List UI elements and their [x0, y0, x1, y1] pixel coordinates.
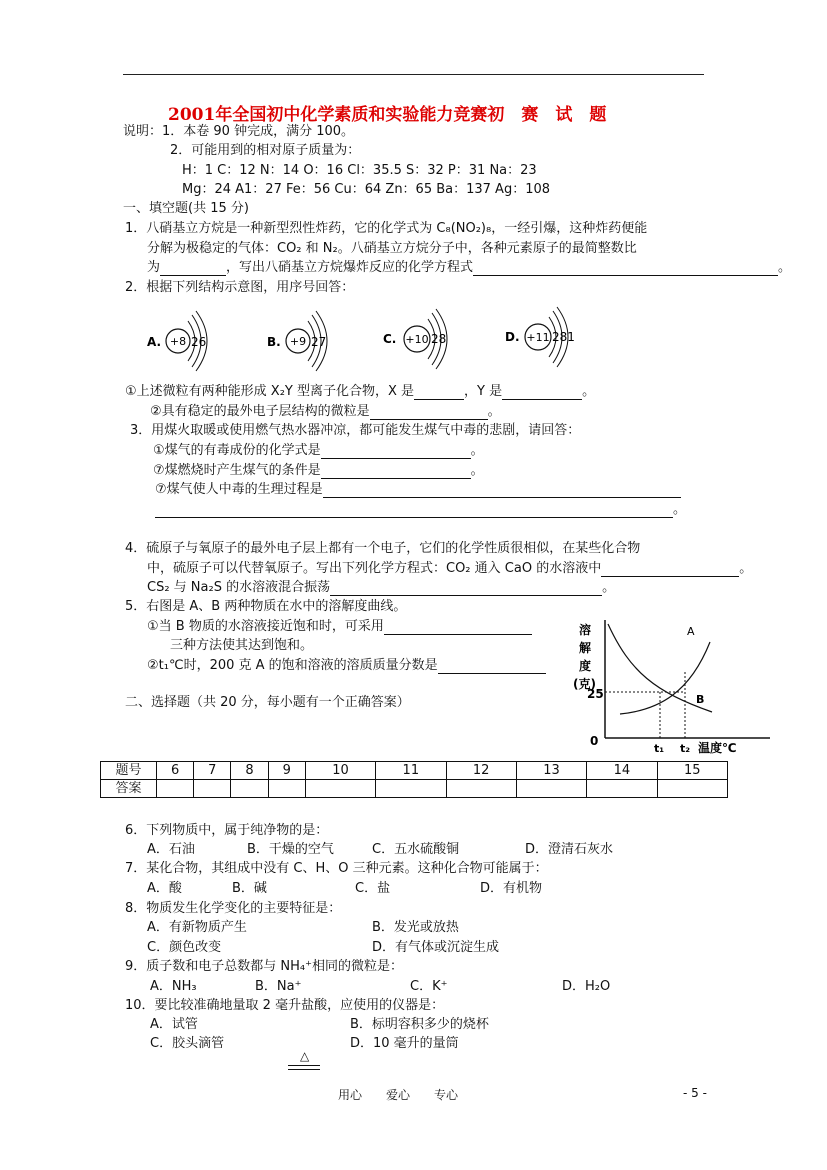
- q10-option-b: B．标明容积多少的烧杯: [350, 1017, 489, 1032]
- series-b-label: B: [696, 693, 705, 706]
- y-axis-label-4: (克): [573, 677, 596, 691]
- qnum-13: 13: [516, 762, 586, 780]
- q3-p2-end: 。: [470, 463, 484, 478]
- origin-label: 0: [590, 734, 599, 748]
- answer-cell[interactable]: [194, 780, 231, 798]
- q1-end: 。: [778, 260, 792, 275]
- answer-cell[interactable]: [268, 780, 305, 798]
- q6-option-d: D．澄清石灰水: [525, 842, 614, 857]
- q2-p1-end: 。: [582, 384, 596, 399]
- q8-option-a: A．有新物质产生: [147, 920, 247, 935]
- atom-b-shells: 27: [311, 335, 327, 349]
- q3-part-2: [153, 463, 484, 479]
- qnum-8: 8: [231, 762, 268, 780]
- q2-p2-text: ②具有稳定的最外电子层结构的微粒是: [150, 404, 370, 419]
- q10-option-d: D．10 毫升的量筒: [350, 1036, 459, 1051]
- q3-p1-end: 。: [470, 443, 484, 458]
- q3-process-blank[interactable]: [323, 483, 681, 498]
- q10-option-a: A．试管: [150, 1017, 198, 1032]
- q2-stable-blank[interactable]: [370, 405, 488, 420]
- atom-d: [505, 307, 575, 367]
- q5-part-1: [147, 619, 532, 635]
- q4-line-2-text: 中，硫原子可以代替氧原子。写出下列化学方程式：CO₂ 通入 CaO 的水溶液中: [147, 561, 602, 576]
- q4-line-3-text: CS₂ 与 Na₂S 的水溶液混合振荡: [147, 580, 331, 595]
- qnum-12: 12: [446, 762, 516, 780]
- q1-equation-blank[interactable]: [473, 261, 778, 276]
- q2-p2-end: 。: [487, 404, 501, 419]
- y-axis-label-3: 度: [579, 659, 592, 673]
- q10-option-c: C．胶头滴管: [150, 1036, 225, 1051]
- answer-cell[interactable]: [446, 780, 516, 798]
- atom-b-nucleus: +9: [289, 335, 307, 348]
- atom-a-shells: 26: [191, 335, 207, 349]
- q8-option-d: D．有气体或沉淀生成: [372, 940, 500, 955]
- answer-cell[interactable]: [516, 780, 586, 798]
- section-2-heading: 二、选择题（共 20 分，每小题有一个正确答案）: [125, 695, 410, 710]
- q6-option-b: B．干燥的空气: [247, 842, 334, 857]
- atom-c: [383, 309, 447, 369]
- q3-p2-text: ⑦煤燃烧时产生煤气的条件是: [153, 463, 321, 478]
- q1-text-b: ，写出八硝基立方烷爆炸反应的化学方程式: [226, 260, 474, 275]
- q3-part-3: [155, 482, 681, 498]
- row-head-number: 题号: [101, 762, 157, 780]
- q3-part-3-cont: [155, 502, 686, 518]
- q5-part-2: [147, 658, 546, 674]
- q3-p3-text: ⑦煤气使人中毒的生理过程是: [155, 482, 323, 497]
- q5-stem: 5．右图是 A、B 两种物质在水中的溶解度曲线。: [125, 599, 407, 614]
- instruction-line-2: 2．可能用到的相对原子质量为：: [170, 143, 361, 158]
- q7-stem: 7．某化合物，其组成中没有 C、H、O 三种元素。这种化合物可能属于：: [125, 861, 548, 876]
- answer-cell[interactable]: [376, 780, 446, 798]
- q2-p1-text: ①上述微粒有两种能形成 X₂Y 型离子化合物，X 是: [125, 384, 415, 399]
- x-tick-t1: t₁: [654, 742, 665, 755]
- q4-line-3-end: 。: [602, 580, 616, 595]
- instruction-line-1: 说明：1．本卷 90 钟完成，满分 100。: [123, 124, 355, 139]
- atom-c-label: C.: [383, 332, 397, 346]
- answer-table: [100, 761, 728, 798]
- q1-line-3: [147, 260, 791, 276]
- q2-stem: 2．根据下列结构示意图，用序号回答：: [125, 280, 355, 295]
- q8-option-c: C．颜色改变: [147, 940, 222, 955]
- atom-a: [147, 311, 207, 371]
- q1-ratio-blank[interactable]: [160, 261, 226, 276]
- q9-option-a: A．NH₃: [150, 979, 197, 994]
- atom-b: [267, 311, 327, 371]
- q9-option-b: B．Na⁺: [255, 979, 302, 994]
- answer-cell[interactable]: [587, 780, 657, 798]
- y-axis-label-1: 溶: [579, 623, 592, 637]
- qnum-11: 11: [376, 762, 446, 780]
- q6-option-c: C．五水硫酸铜: [372, 842, 460, 857]
- qnum-6: 6: [157, 762, 194, 780]
- atom-a-nucleus: +8: [169, 335, 187, 348]
- answer-cell[interactable]: [657, 780, 727, 798]
- answer-cell[interactable]: [157, 780, 194, 798]
- q2-part-2: [150, 404, 501, 420]
- page-number: - 5 -: [683, 1086, 707, 1100]
- atom-c-shells: 28: [431, 332, 447, 346]
- q1-text-a: 为: [147, 260, 161, 275]
- q6-option-a: A．石油: [147, 842, 195, 857]
- x-axis-label: 温度℃: [698, 741, 737, 755]
- q9-option-c: C．K⁺: [410, 979, 448, 994]
- footer-mark-line-1: [288, 1065, 320, 1066]
- qnum-7: 7: [194, 762, 231, 780]
- q1-line-2: 分解为极稳定的气体：CO₂ 和 N₂。八硝基立方烷分子中，各种元素原子的最简整数比: [147, 241, 637, 256]
- atomic-masses-2: Mg：24 A1：27 Fe：56 Cu：64 Zn：65 Ba：137 Ag：108: [182, 182, 551, 197]
- qnum-10: 10: [305, 762, 375, 780]
- series-a-label: A: [687, 625, 695, 638]
- atom-d-label: D.: [505, 330, 520, 344]
- q2-x-blank[interactable]: [414, 385, 464, 400]
- q8-option-b: B．发光或放热: [372, 920, 459, 935]
- q6-stem: 6．下列物质中，属于纯净物的是：: [125, 823, 329, 838]
- q3-process-blank-2[interactable]: [155, 503, 673, 518]
- q3-p1-text: ①煤气的有毒成份的化学式是: [153, 443, 321, 458]
- q7-option-a: A．酸: [147, 881, 182, 896]
- page-title: 2001年全国初中化学素质和实验能力竞赛初 赛 试 题: [168, 105, 607, 125]
- q7-option-d: D．有机物: [480, 881, 543, 896]
- q9-option-d: D．H₂O: [562, 979, 611, 994]
- q5-p2-text: ②t₁℃时，200 克 A 的饱和溶液的溶质质量分数是: [147, 658, 438, 673]
- q7-option-c: C．盐: [355, 881, 391, 896]
- atom-d-nucleus: +11: [526, 331, 550, 344]
- y-tick-label: 25: [587, 687, 604, 701]
- q3-p3-end: 。: [673, 502, 687, 517]
- triangle-mark: △: [300, 1049, 310, 1063]
- q9-stem: 9．质子数和电子总数都与 NH₄⁺相同的微粒是：: [125, 959, 403, 974]
- atom-structure-diagrams: [140, 305, 590, 375]
- q4-line-1: 4．硫原子与氧原子的最外电子层上都有一个电子，它们的化学性质很相似，在某些化合物: [125, 541, 641, 556]
- atom-d-shells: 281: [552, 330, 575, 344]
- q8-stem: 8．物质发生化学变化的主要特征是：: [125, 901, 342, 916]
- qnum-15: 15: [657, 762, 727, 780]
- q1-line-1: 1．八硝基立方烷是一种新型烈性炸药，它的化学式为 C₈(NO₂)₈，一经引爆，这种炸药便能: [125, 221, 648, 236]
- answer-table-number-row: [101, 762, 728, 780]
- footer-motto: 用心 爱心 专心: [338, 1088, 459, 1102]
- header-rule: [123, 74, 704, 75]
- answer-table-answer-row: [101, 780, 728, 798]
- q5-part-1-cont: 三种方法使其达到饱和。: [170, 638, 314, 653]
- section-1-heading: 一、填空题(共 15 分): [123, 201, 249, 216]
- q10-stem: 10．要比较准确地量取 2 毫升盐酸，应使用的仪器是：: [125, 998, 445, 1013]
- qnum-9: 9: [268, 762, 305, 780]
- solubility-chart: [570, 612, 770, 757]
- q3-formula-blank[interactable]: [321, 444, 471, 459]
- atom-c-nucleus: +10: [405, 333, 429, 346]
- answer-cell[interactable]: [305, 780, 375, 798]
- atomic-masses-1: H：1 C：12 N：14 O：16 Cl：35.5 S：32 P：31 Na：23: [182, 163, 537, 178]
- q4-line-2-end: 。: [739, 561, 753, 576]
- q4-line-3: [147, 580, 615, 596]
- q2-p1-text-b: ，Y 是: [464, 384, 503, 399]
- q3-stem: 3．用煤火取暖或使用燃气热水器冲凉，都可能发生煤气中毒的悲剧，请回答：: [130, 423, 581, 438]
- q7-option-b: B．碱: [232, 881, 267, 896]
- q4-line-2: [147, 561, 752, 577]
- atom-b-label: B.: [267, 335, 281, 349]
- q2-y-blank[interactable]: [502, 385, 582, 400]
- q2-part-1: [125, 384, 595, 400]
- q5-fraction-blank[interactable]: [438, 659, 546, 674]
- q4-co2-blank[interactable]: [601, 562, 739, 577]
- q3-condition-blank[interactable]: [321, 464, 471, 479]
- y-axis-label-2: 解: [579, 641, 592, 655]
- q3-part-1: [153, 443, 484, 459]
- footer-mark-line-2: [288, 1069, 320, 1070]
- q5-method-blank[interactable]: [384, 620, 532, 635]
- answer-cell[interactable]: [231, 780, 268, 798]
- qnum-14: 14: [587, 762, 657, 780]
- q5-p1-text: ①当 B 物质的水溶液接近饱和时，可采用: [147, 619, 384, 634]
- row-head-answer: 答案: [101, 780, 157, 798]
- x-tick-t2: t₂: [680, 742, 691, 755]
- atom-a-label: A.: [147, 335, 162, 349]
- q4-cs2-blank[interactable]: [330, 581, 602, 596]
